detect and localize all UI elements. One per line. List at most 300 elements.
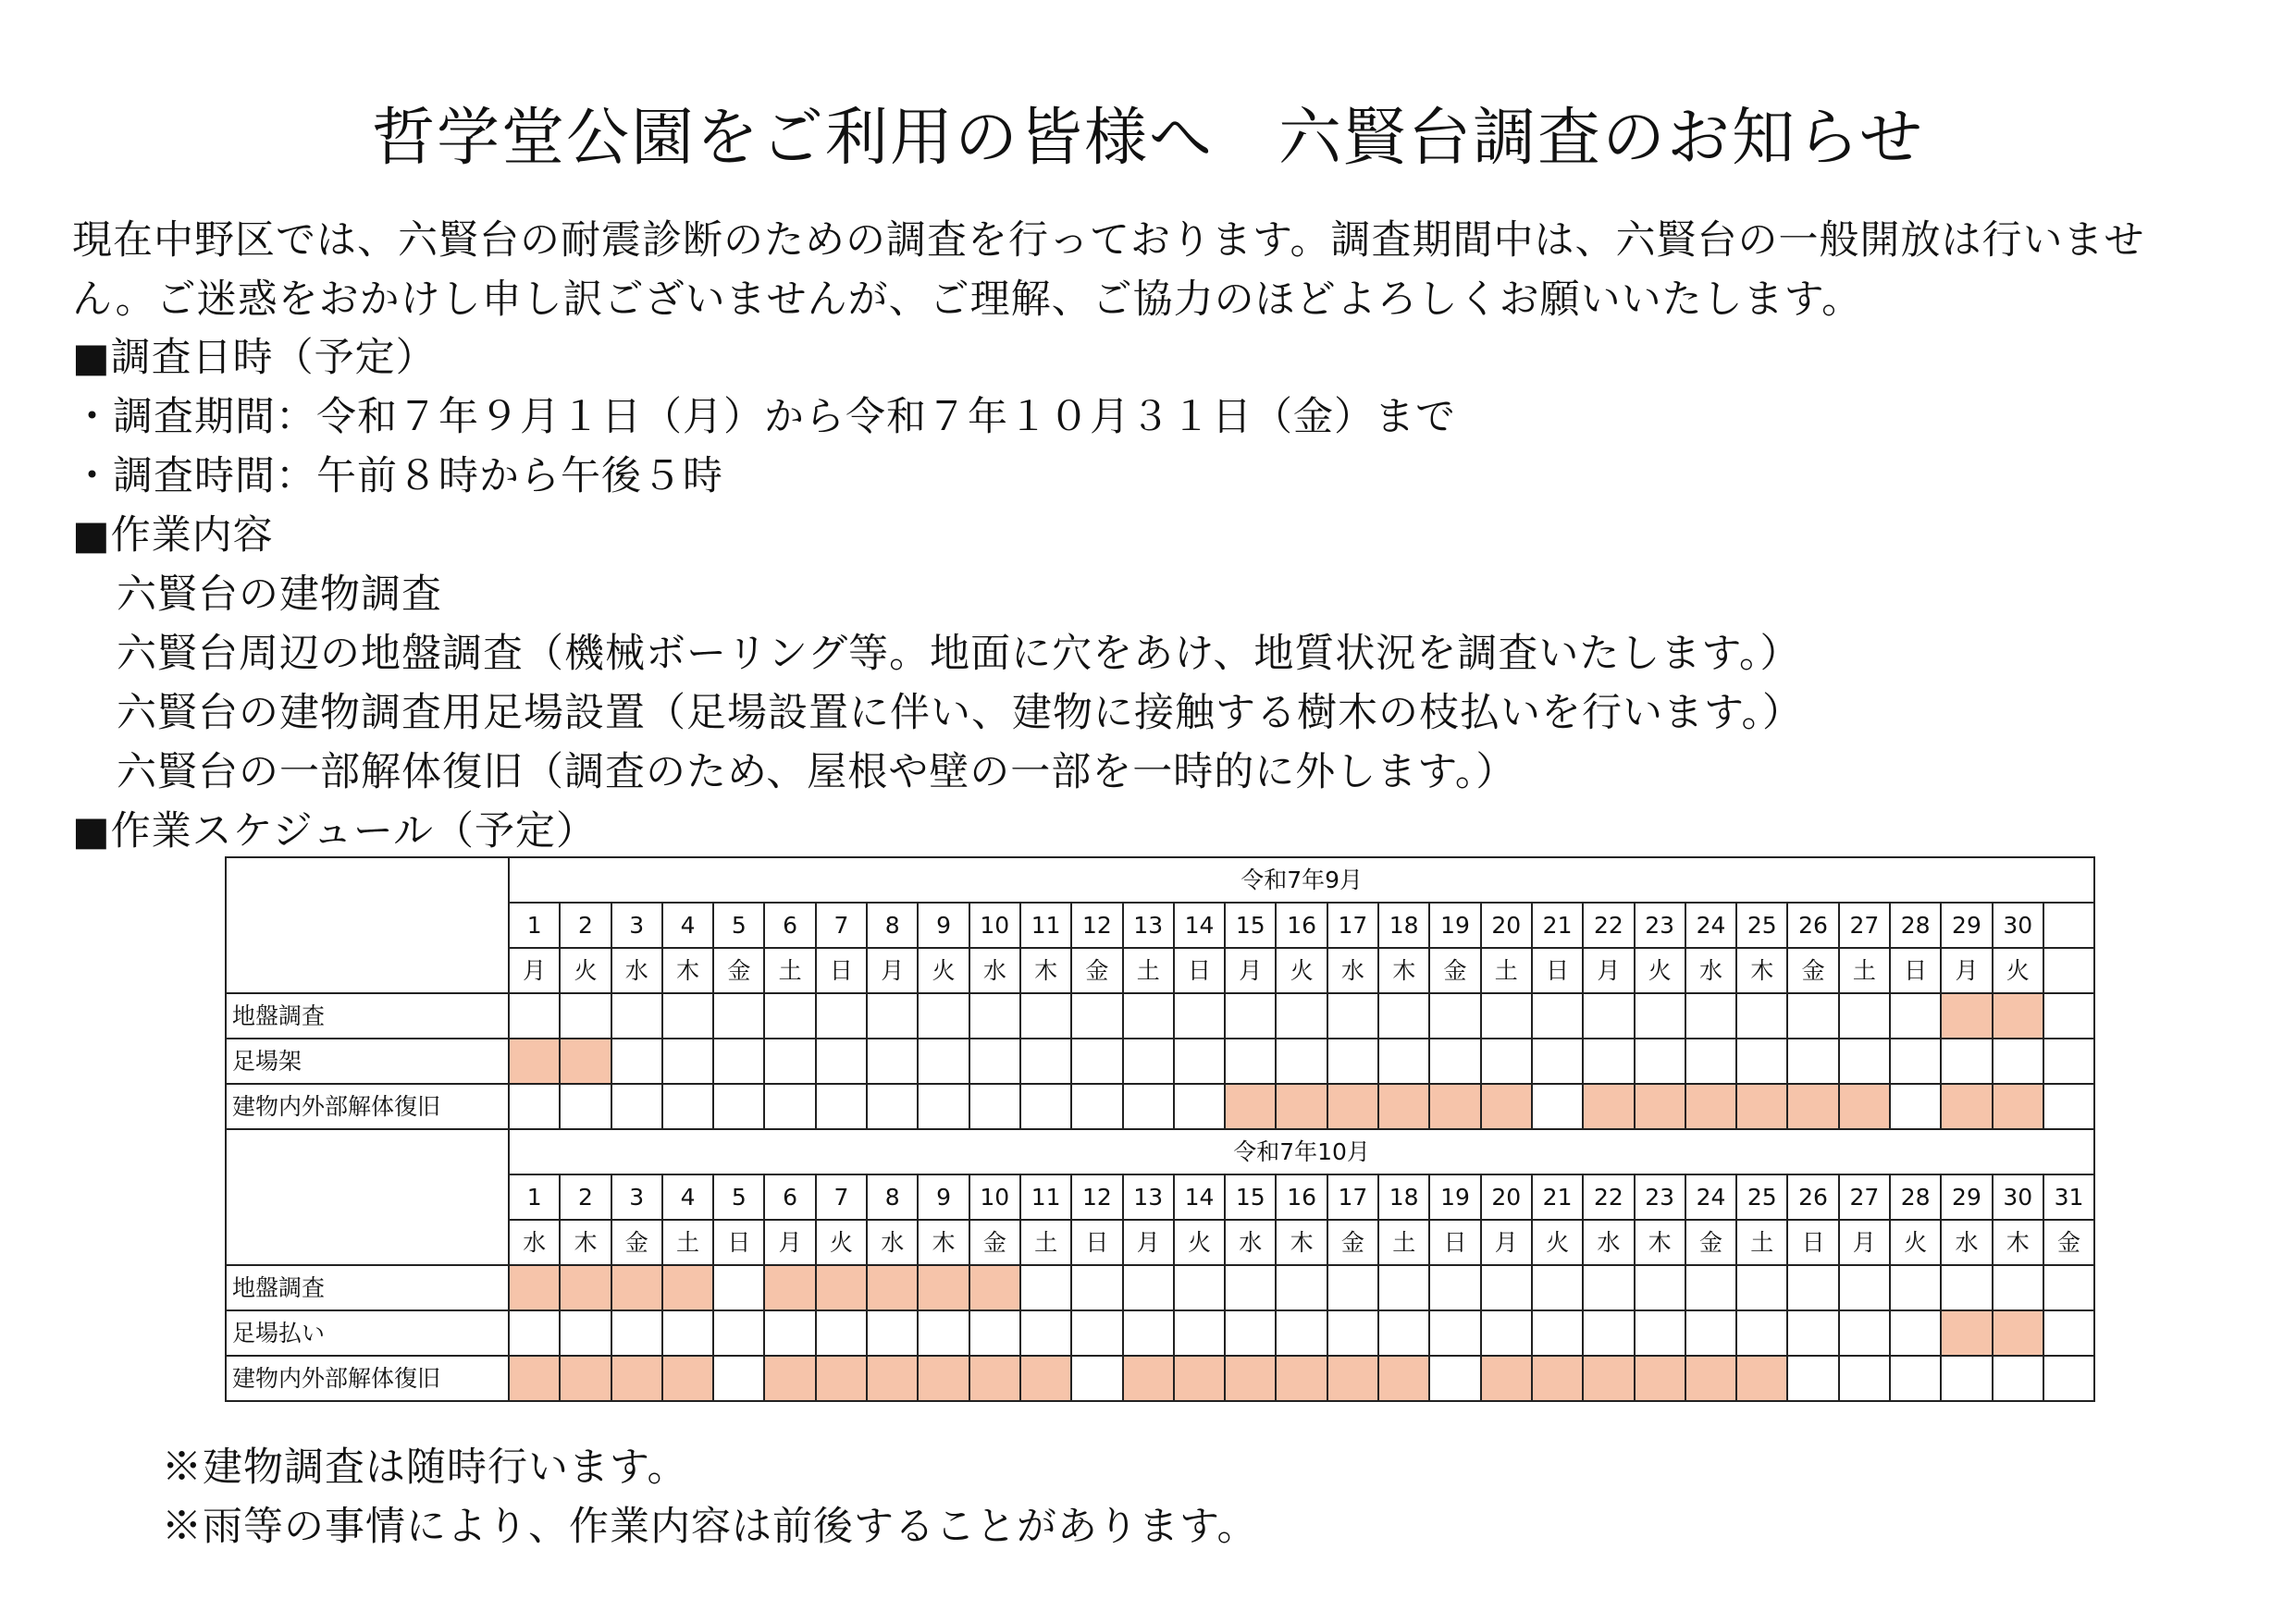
day-number-cell: 22 [1583,903,1634,948]
task-day-cell [1071,1356,1122,1401]
task-row [226,993,2094,1039]
task-day-active [1685,1084,1736,1129]
day-number-cell: 15 [1225,903,1276,948]
task-day-active [1378,1084,1429,1129]
info-line: 六賢台の建物調査 [117,572,442,618]
day-number-cell: 18 [1378,903,1429,948]
task-day-cell [1941,1039,1992,1084]
task-day-cell [1225,1039,1276,1084]
task-day-cell [1890,1310,1941,1356]
task-day-cell [1020,1310,1071,1356]
task-day-cell [1123,993,1174,1039]
day-number-cell: 8 [867,1174,918,1220]
weekday-cell: 木 [1378,948,1429,993]
task-day-cell [1941,1265,1992,1310]
task-day-cell [662,1310,713,1356]
task-day-cell [1787,1039,1838,1084]
info-line: 六賢台周辺の地盤調査（機械ボーリング等。地面に穴をあけ、地質状況を調査いたします。） [117,631,1801,677]
task-day-cell [969,993,1020,1039]
task-day-cell [1429,993,1480,1039]
day-number-cell: 11 [1020,1174,1071,1220]
task-day-cell [1071,1265,1122,1310]
task-day-cell [1429,1310,1480,1356]
day-number-cell [2043,903,2094,948]
month-header-row [226,857,2094,903]
task-day-active [1225,1084,1276,1129]
weekday-cell: 日 [1071,1220,1122,1265]
task-day-active [1993,1310,2043,1356]
task-day-cell [1685,1039,1736,1084]
task-day-cell [918,1039,969,1084]
task-day-cell [2043,993,2094,1039]
day-number-cell: 6 [764,1174,815,1220]
task-day-active [1020,1356,1071,1401]
task-day-cell [1635,1039,1685,1084]
task-day-cell [1787,1265,1838,1310]
task-day-active [1635,1084,1685,1129]
task-day-active [1276,1356,1327,1401]
task-day-cell [509,1310,560,1356]
day-number-cell: 2 [560,1174,611,1220]
task-day-active [509,1039,560,1084]
task-day-cell [1890,1265,1941,1310]
task-day-cell [1481,993,1532,1039]
task-day-cell [867,1039,918,1084]
day-number-cell: 19 [1429,903,1480,948]
task-day-cell [969,1039,1020,1084]
task-day-cell [1429,1265,1480,1310]
task-day-active [867,1265,918,1310]
task-day-cell [2043,1265,2094,1310]
task-day-cell [1378,1265,1429,1310]
weekday-cell: 土 [662,1220,713,1265]
weekday-cell: 木 [560,1220,611,1265]
task-day-active [509,1356,560,1401]
info-line: 六賢台の建物調査用足場設置（足場設置に伴い、建物に接触する樹木の枝払いを行います。） [117,690,1804,736]
info-line: ■作業内容 [72,512,274,559]
month-title: 令和7年10月 [509,1129,2094,1174]
day-number-cell: 13 [1123,1174,1174,1220]
task-label: 足場払い [226,1310,509,1356]
task-day-cell [1839,1310,1890,1356]
task-day-cell [611,1310,662,1356]
task-day-active [1532,1356,1583,1401]
day-number-cell: 21 [1532,903,1583,948]
task-day-cell [1736,1265,1787,1310]
day-number-cell: 26 [1787,903,1838,948]
task-day-cell [1736,1310,1787,1356]
weekday-cell: 土 [1123,948,1174,993]
weekday-cell: 木 [1276,1220,1327,1265]
task-day-cell [2043,1084,2094,1129]
day-number-cell: 23 [1635,1174,1685,1220]
task-day-active [1941,993,1992,1039]
task-day-cell [1276,1039,1327,1084]
task-day-cell [1071,1310,1122,1356]
day-number-cell: 20 [1481,903,1532,948]
task-day-cell [560,1084,611,1129]
task-day-cell [918,993,969,1039]
task-day-cell [1890,1084,1941,1129]
task-row [226,1084,2094,1129]
task-day-cell [2043,1039,2094,1084]
task-day-cell [1327,993,1378,1039]
task-day-cell [611,1039,662,1084]
day-number-cell: 18 [1378,1174,1429,1220]
weekday-cell: 土 [1481,948,1532,993]
note-line: ※建物調査は随時行います。 [162,1445,688,1491]
info-line: ■作業スケジュール（予定） [72,808,598,855]
day-number-cell: 10 [969,903,1020,948]
day-number-cell: 17 [1327,1174,1378,1220]
task-day-cell [1532,1084,1583,1129]
day-number-cell: 15 [1225,1174,1276,1220]
task-day-cell [867,1310,918,1356]
weekday-cell: 火 [816,1220,867,1265]
task-day-cell [1378,1310,1429,1356]
weekday-cell: 木 [1993,1220,2043,1265]
day-number-cell: 25 [1736,1174,1787,1220]
task-day-cell [1174,1039,1225,1084]
task-day-active [1685,1356,1736,1401]
task-day-cell [1993,1356,2043,1401]
task-day-cell [764,1310,815,1356]
day-number-cell: 12 [1071,903,1122,948]
weekday-cell: 月 [1481,1220,1532,1265]
task-day-active [1787,1084,1838,1129]
task-day-active [560,1265,611,1310]
weekday-cell: 木 [1736,948,1787,993]
weekday-cell: 火 [1276,948,1327,993]
weekday-cell: 火 [1635,948,1685,993]
weekday-cell: 水 [867,1220,918,1265]
task-day-cell [1635,1310,1685,1356]
task-day-active [1481,1356,1532,1401]
weekday-cell: 金 [2043,1220,2094,1265]
task-day-cell [713,1356,764,1401]
task-day-cell [1787,993,1838,1039]
weekday-cell: 日 [1532,948,1583,993]
month-header-row [226,1129,2094,1174]
task-day-cell [1174,1265,1225,1310]
weekday-cell: 月 [509,948,560,993]
day-number-cell: 4 [662,1174,713,1220]
weekday-cell: 月 [1225,948,1276,993]
weekday-cell: 日 [1429,1220,1480,1265]
day-number-cell: 13 [1123,903,1174,948]
task-day-cell [509,993,560,1039]
day-number-cell: 27 [1839,903,1890,948]
day-number-cell: 1 [509,903,560,948]
day-number-cell: 27 [1839,1174,1890,1220]
task-day-cell [764,993,815,1039]
task-row [226,1356,2094,1401]
task-day-cell [1635,1265,1685,1310]
day-number-cell: 10 [969,1174,1020,1220]
day-number-cell: 28 [1890,903,1941,948]
task-day-cell [1378,993,1429,1039]
weekday-cell: 水 [1941,1220,1992,1265]
weekday-cell: 月 [1941,948,1992,993]
weekday-cell: 金 [1429,948,1480,993]
task-day-cell [1174,1084,1225,1129]
task-label: 地盤調査 [226,1265,509,1310]
weekday-cell: 火 [560,948,611,993]
task-day-active [560,1356,611,1401]
task-day-active [918,1356,969,1401]
task-day-cell [1276,993,1327,1039]
day-number-cell: 31 [2043,1174,2094,1220]
task-day-active [1123,1356,1174,1401]
weekday-cell: 日 [713,1220,764,1265]
task-day-cell [1123,1265,1174,1310]
task-day-cell [713,1265,764,1310]
task-day-cell [1276,1310,1327,1356]
weekday-cell: 月 [1583,948,1634,993]
task-day-active [1635,1356,1685,1401]
task-day-cell [560,993,611,1039]
day-number-cell: 9 [918,1174,969,1220]
task-day-active [1327,1084,1378,1129]
task-day-cell [1276,1265,1327,1310]
task-day-cell [713,1039,764,1084]
task-day-cell [1020,1084,1071,1129]
info-line: ■調査日時（予定） [72,335,437,381]
task-day-cell [713,993,764,1039]
weekday-cell: 月 [764,1220,815,1265]
day-number-cell: 14 [1174,903,1225,948]
weekday-cell: 火 [1174,1220,1225,1265]
task-day-cell [1993,1265,2043,1310]
task-day-cell [1071,1084,1122,1129]
task-day-active [969,1356,1020,1401]
task-day-active [1941,1310,1992,1356]
weekday-cell: 木 [1020,948,1071,993]
info-line: 六賢台の一部解体復旧（調査のため、屋根や壁の一部を一時的に外します。） [117,749,1517,795]
task-day-cell [1839,993,1890,1039]
task-day-cell [1787,1310,1838,1356]
task-day-active [1583,1084,1634,1129]
task-day-cell [1481,1310,1532,1356]
day-number-cell: 5 [713,1174,764,1220]
task-day-cell [611,993,662,1039]
task-day-active [1993,1084,2043,1129]
task-day-cell [1787,1356,1838,1401]
task-day-cell [1890,1356,1941,1401]
day-number-cell: 11 [1020,903,1071,948]
task-day-active [1378,1356,1429,1401]
weekday-cell: 木 [918,1220,969,1265]
task-day-active [816,1356,867,1401]
weekday-cell: 金 [1327,1220,1378,1265]
weekday-cell: 水 [509,1220,560,1265]
task-day-cell [662,1084,713,1129]
weekday-cell: 水 [611,948,662,993]
task-day-cell [918,1084,969,1129]
task-day-cell [1123,1310,1174,1356]
task-label: 建物内外部解体復旧 [226,1084,509,1129]
task-day-cell [1839,1265,1890,1310]
task-day-cell [764,1039,815,1084]
task-day-cell [1327,1039,1378,1084]
task-day-cell [816,993,867,1039]
day-number-cell: 20 [1481,1174,1532,1220]
schedule-table [225,856,2095,1402]
weekday-cell: 金 [713,948,764,993]
weekday-cell: 水 [1583,1220,1634,1265]
task-day-cell [1685,993,1736,1039]
task-day-cell [2043,1310,2094,1356]
weekday-cell: 金 [1685,1220,1736,1265]
task-day-active [1736,1356,1787,1401]
weekday-cell: 火 [918,948,969,993]
task-day-active [611,1265,662,1310]
task-day-active [1736,1084,1787,1129]
month-title: 令和7年9月 [509,857,2094,903]
weekday-cell: 土 [1736,1220,1787,1265]
task-row [226,1310,2094,1356]
task-day-cell [1225,1310,1276,1356]
task-day-cell [1532,1039,1583,1084]
page-title: 哲学堂公園をご利用の皆様へ 六賢台調査のお知らせ [372,102,1924,175]
day-number-cell: 3 [611,1174,662,1220]
task-row [226,1265,2094,1310]
task-day-cell [662,993,713,1039]
day-number-cell: 1 [509,1174,560,1220]
task-day-cell [918,1310,969,1356]
task-day-active [1941,1084,1992,1129]
weekday-cell: 日 [1787,1220,1838,1265]
task-day-cell [1378,1039,1429,1084]
day-number-cell: 8 [867,903,918,948]
task-day-active [764,1356,815,1401]
info-lines [72,328,2228,861]
day-number-cell: 21 [1532,1174,1583,1220]
day-number-cell: 24 [1685,1174,1736,1220]
task-day-cell [1993,1039,2043,1084]
weekday-cell: 金 [969,1220,1020,1265]
day-number-cell: 7 [816,903,867,948]
task-day-active [918,1265,969,1310]
day-number-cell: 2 [560,903,611,948]
weekday-cell: 火 [1890,1220,1941,1265]
task-day-active [509,1265,560,1310]
task-day-active [1225,1356,1276,1401]
task-day-active [867,1356,918,1401]
task-day-cell [1020,1039,1071,1084]
day-number-cell: 14 [1174,1174,1225,1220]
weekday-cell [2043,948,2094,993]
task-day-cell [1736,1039,1787,1084]
day-number-cell: 9 [918,903,969,948]
task-day-cell [1123,1084,1174,1129]
day-number-cell: 24 [1685,903,1736,948]
task-day-cell [969,1084,1020,1129]
task-day-cell [1020,1265,1071,1310]
day-number-cell: 3 [611,903,662,948]
day-number-cell: 23 [1635,903,1685,948]
task-day-cell [2043,1356,2094,1401]
task-day-cell [816,1039,867,1084]
task-day-cell [1174,993,1225,1039]
day-number-cell: 5 [713,903,764,948]
day-number-cell: 28 [1890,1174,1941,1220]
day-number-cell: 29 [1941,1174,1992,1220]
task-day-cell [611,1084,662,1129]
task-day-cell [560,1310,611,1356]
weekday-cell: 土 [1378,1220,1429,1265]
task-day-cell [1327,1310,1378,1356]
task-day-cell [1583,1310,1634,1356]
weekday-cell: 木 [662,948,713,993]
task-day-cell [1839,1039,1890,1084]
task-day-cell [1225,993,1276,1039]
task-day-cell [1071,1039,1122,1084]
day-number-cell: 26 [1787,1174,1838,1220]
task-day-active [662,1265,713,1310]
task-day-cell [1532,993,1583,1039]
task-day-active [611,1356,662,1401]
day-number-cell: 19 [1429,1174,1480,1220]
day-number-cell: 25 [1736,903,1787,948]
weekday-cell: 火 [1993,948,2043,993]
task-day-cell [1429,1356,1480,1401]
task-day-cell [867,1084,918,1129]
task-day-active [662,1356,713,1401]
task-day-cell [1583,993,1634,1039]
weekday-cell: 日 [1890,948,1941,993]
info-line: ・調査時間：午前８時から午後５時 [72,453,723,499]
task-day-cell [1890,993,1941,1039]
day-number-cell: 4 [662,903,713,948]
task-day-cell [1071,993,1122,1039]
task-day-cell [1685,1310,1736,1356]
day-number-cell: 30 [1993,1174,2043,1220]
day-number-cell: 29 [1941,903,1992,948]
task-label: 地盤調査 [226,993,509,1039]
weekday-cell: 土 [1839,948,1890,993]
weekday-cell: 水 [1327,948,1378,993]
task-day-active [560,1039,611,1084]
task-day-cell [1481,1039,1532,1084]
weekday-cell: 金 [1071,948,1122,993]
weekday-cell: 月 [1839,1220,1890,1265]
weekday-cell: 木 [1635,1220,1685,1265]
weekday-cell: 水 [969,948,1020,993]
task-day-cell [1123,1039,1174,1084]
task-day-cell [1481,1265,1532,1310]
task-day-cell [713,1310,764,1356]
task-day-cell [509,1084,560,1129]
task-day-cell [1635,993,1685,1039]
task-day-cell [1020,993,1071,1039]
task-label: 建物内外部解体復旧 [226,1356,509,1401]
task-row [226,1039,2094,1084]
day-number-cell: 12 [1071,1174,1122,1220]
day-number-cell: 7 [816,1174,867,1220]
task-day-cell [1225,1265,1276,1310]
task-day-cell [1583,1039,1634,1084]
task-day-cell [1736,993,1787,1039]
info-line: ・調査期間：令和７年９月１日（月）から令和７年１０月３１日（金）まで [72,394,1456,440]
intro-paragraph: 現在中野区では、六賢台の耐震診断のための調査を行っております。調査期間中は、六賢台の一般開放は行いません。ご迷惑をおかけし申し訳ございませんが、ご理解、ご協力のほどよろしくお願いいたします。 [72,217,2145,323]
task-day-active [816,1265,867,1310]
task-day-cell [713,1084,764,1129]
task-day-active [1276,1084,1327,1129]
day-number-cell: 30 [1993,903,2043,948]
weekday-cell: 水 [1225,1220,1276,1265]
header-blank-cell [226,857,509,993]
